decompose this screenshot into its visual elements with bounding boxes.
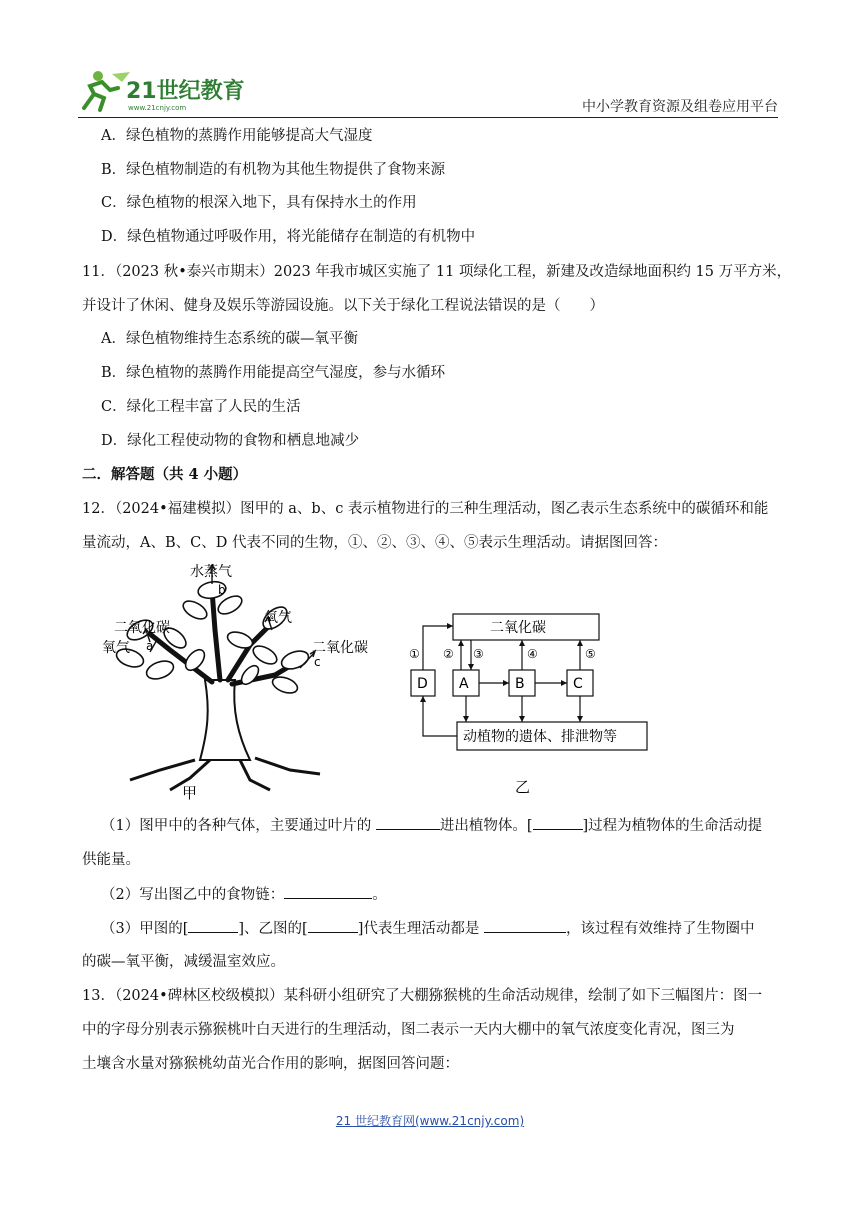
label-b: b: [218, 583, 226, 597]
label-oxygen-right: 氧气: [264, 610, 292, 626]
q10-option-d: D．绿色植物通过呼吸作用，将光能储存在制造的有机物中: [101, 229, 476, 245]
q10-option-b: B．绿色植物制造的有机物为其他生物提供了食物来源: [101, 162, 446, 178]
answer-blank[interactable]: [484, 918, 566, 933]
q13-stem-line3: 土壤含水量对猕猴桃幼苗光合作用的影响，据图回答问题：: [82, 1056, 459, 1072]
label-co2-right: 二氧化碳: [312, 640, 368, 656]
caption-jia: 甲: [182, 784, 198, 802]
answer-blank[interactable]: [188, 918, 238, 933]
co2-box-label: 二氧化碳: [490, 620, 546, 636]
node-c: C: [573, 676, 583, 692]
q11-stem-line1: 11．（2023 秋•泰兴市期末）2023 年我市城区实施了 11 项绿化工程，新建及改造绿地面积约 15 万平方米，: [82, 264, 792, 280]
platform-name: 中小学教育资源及组卷应用平台: [582, 99, 778, 115]
remains-box-label: 动植物的遗体、排泄物等: [463, 729, 617, 745]
label-water-vapor: 水蒸气: [190, 564, 232, 580]
q13-stem-line2: 中的字母分别表示猕猴桃叶白天进行的生理活动，图二表示一天内大棚中的氧气浓度变化青况，图三为: [82, 1022, 735, 1038]
logo: [78, 68, 248, 116]
num-4: ④: [527, 647, 538, 661]
answer-blank[interactable]: [284, 884, 372, 899]
runner-icon: [84, 71, 130, 110]
answer-blank[interactable]: [533, 815, 583, 830]
q12-sub1-line2: 供能量。: [82, 852, 140, 868]
num-1: ①: [409, 647, 420, 661]
q11-option-c: C．绿化工程丰富了人民的生活: [101, 399, 301, 415]
answer-blank[interactable]: [376, 815, 440, 830]
label-a: a: [146, 639, 154, 653]
q13-stem-line1: 13．（2024•碑林区校级模拟）某科研小组研究了大棚猕猴桃的生命活动规律，绘制了如下三幅图片：图一: [82, 988, 763, 1004]
q11-option-a: A．绿色植物维持生态系统的碳—氧平衡: [101, 331, 358, 347]
q12-sub3-line1: （3）甲图的[ ]、乙图的[ ]代表生理活动都是 ，该过程有效维持了生物圈中: [101, 918, 754, 939]
q12-stem-line1: 12．（2024•福建模拟）图甲的 a、b、c 表示植物进行的三种生理活动，图乙表示生态系统中的碳循环和能: [82, 501, 769, 517]
logo-url: www.21cnjy.com: [128, 104, 187, 112]
label-c: c: [314, 655, 321, 669]
q12-sub2: （2）写出图乙中的食物链： 。: [101, 884, 387, 905]
q12-stem-line2: 量流动，A、B、C、D 代表不同的生物，①、②、③、④、⑤表示生理活动。请据图回答：: [82, 535, 667, 551]
node-b: B: [515, 676, 525, 692]
q12-sub3-line2: 的碳—氧平衡，减缓温室效应。: [82, 954, 285, 970]
num-5: ⑤: [585, 647, 596, 661]
q12-sub1-line1: （1）图甲中的各种气体，主要通过叶片的 进出植物体。[ ]过程为植物体的生命活动提: [101, 815, 762, 836]
num-3: ③: [473, 647, 484, 661]
q11-stem-line2: 并设计了休闲、健身及娱乐等游园设施。以下关于绿化工程说法错误的是（ ）: [82, 298, 604, 314]
section-heading: 二．解答题（共 4 小题）: [82, 466, 248, 483]
logo-text: 21世纪教育: [126, 79, 245, 104]
node-d: D: [417, 676, 428, 692]
node-a: A: [459, 676, 469, 692]
figure-yi-carbon-cycle: [405, 606, 655, 798]
footer: [0, 1112, 860, 1129]
q11-option-d: D．绿化工程使动物的食物和栖息地减少: [101, 433, 360, 449]
q11-option-b: B．绿色植物的蒸腾作用能提高空气湿度，参与水循环: [101, 365, 446, 381]
footer-link[interactable]: 21 世纪教育网(www.21cnjy.com): [335, 1114, 525, 1128]
caption-yi: 乙: [515, 778, 531, 796]
num-2: ②: [443, 647, 454, 661]
q10-option-c: C．绿色植物的根深入地下，具有保持水土的作用: [101, 195, 417, 211]
header-rule: [78, 117, 778, 118]
answer-blank[interactable]: [308, 918, 358, 933]
figure-jia-tree: [100, 560, 390, 802]
q10-option-a: A．绿色植物的蒸腾作用能够提高大气湿度: [101, 128, 373, 144]
label-co2-left: 二氧化碳: [114, 620, 170, 636]
label-oxygen-left: 氧气: [102, 640, 130, 656]
